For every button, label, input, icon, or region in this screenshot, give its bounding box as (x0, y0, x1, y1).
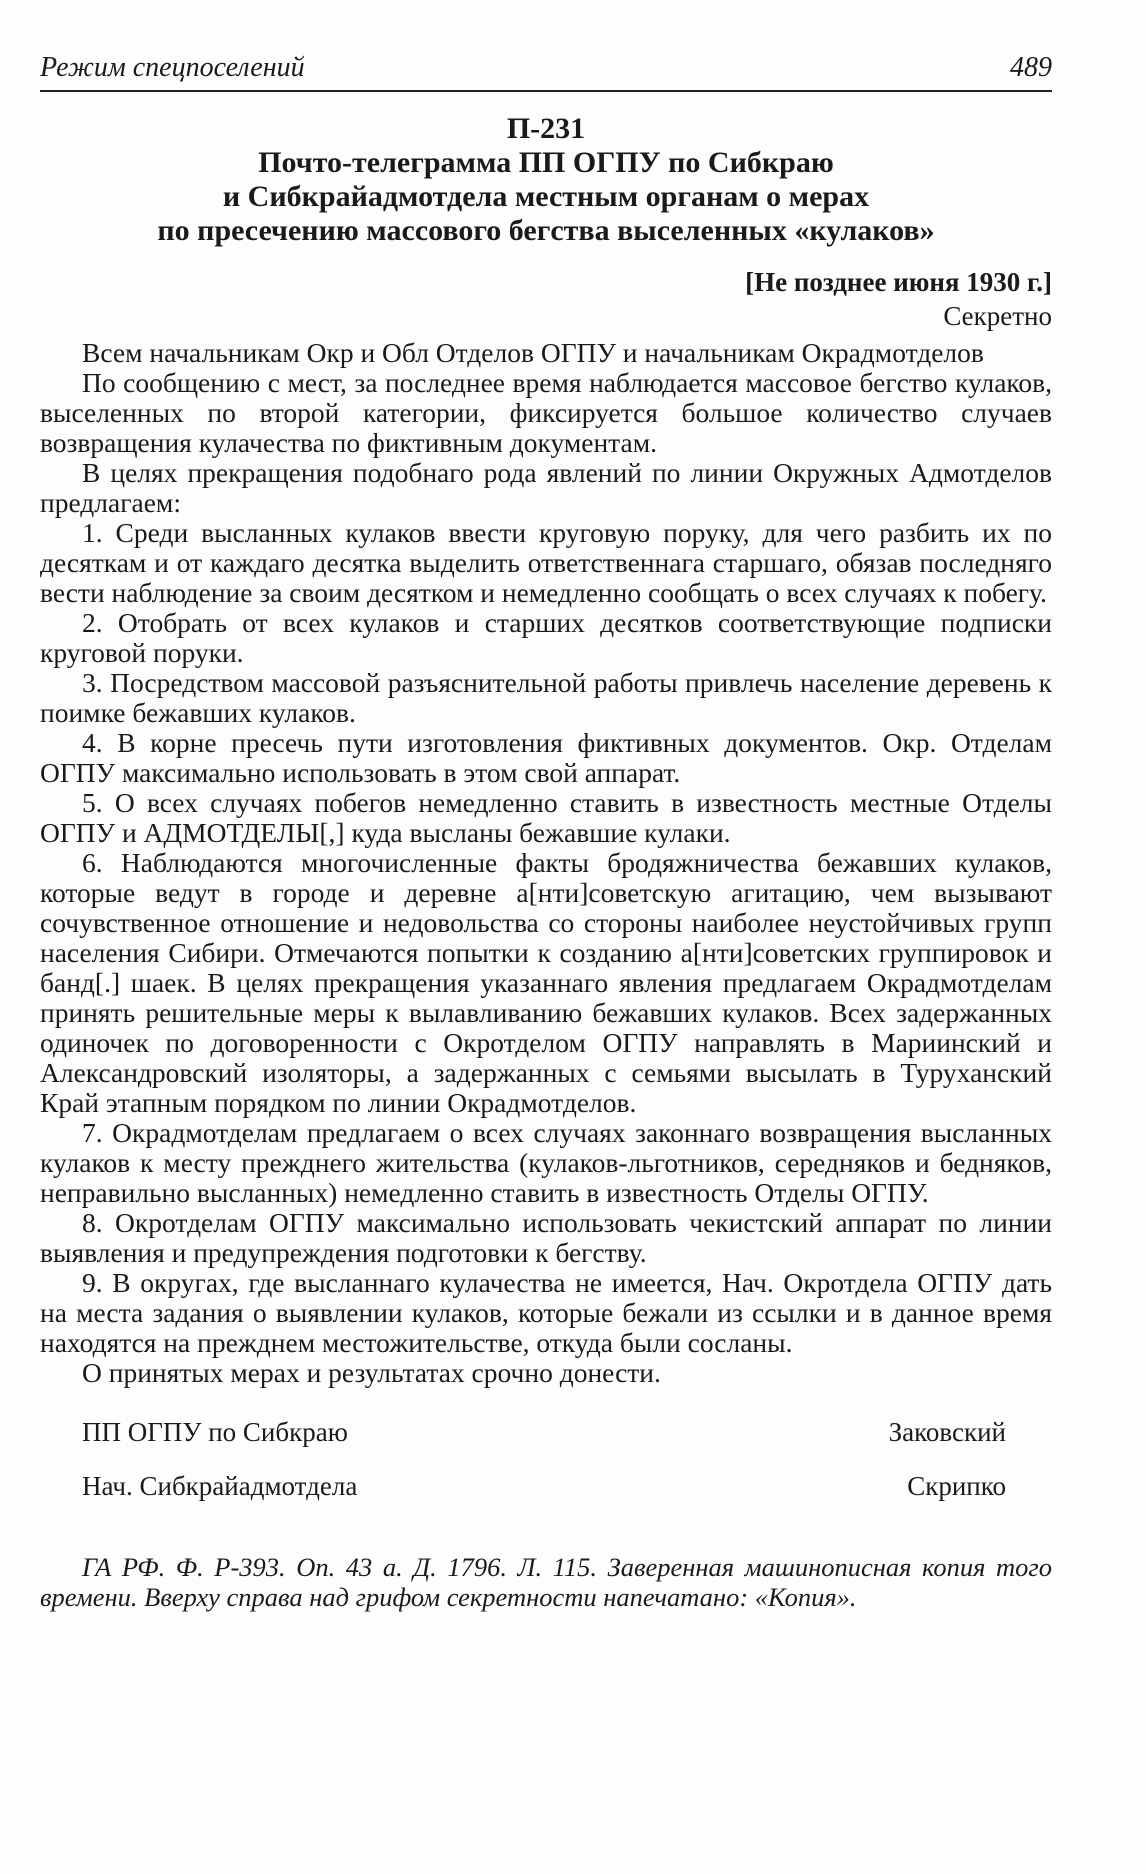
signature-row (40, 1416, 1052, 1448)
signatory-org: ПП ОГПУ по Сибкраю (82, 1417, 348, 1447)
point-4: 4. В корне пресечь пути изготовления фиктивных документов. Окр. Отделам ОГПУ максимально использовать в этом свой аппарат. (40, 727, 1052, 788)
signatory-name: Заковский (888, 1417, 1006, 1447)
point-2: 2. Отобрать от всех кулаков и старших десятков соответствующие подписки круговой поруки. (40, 607, 1052, 668)
signatory-org: Нач. Сибкрайадмотдела (82, 1471, 358, 1501)
point-5: 5. О всех случаях побегов немедленно ставить в известность местные Отделы ОГПУ и АДМОТДЕЛЫ[,] куда высланы бежавшие кулаки. (40, 787, 1052, 848)
document-title-line-2: и Сибкрайадмотдела местным органам о мерах (222, 180, 870, 213)
addressee: Всем начальникам Окр и Обл Отделов ОГПУ и начальникам Окрадмотделов (82, 337, 984, 368)
signatory-name: Скрипко (907, 1471, 1006, 1501)
intro-paragraph-2: В целях прекращения подобнаго рода явлений по линии Окружных Адмотделов предлагаем: (40, 457, 1052, 518)
intro-paragraph-1: По сообщению с мест, за последнее время наблюдается массовое бегство кулаков, выселенных по второй категории, фиксируется большое количество случаев возвращения кулачества по фиктивным документам. (40, 367, 1052, 458)
point-8: 8. Окротделам ОГПУ максимально использовать чекистский аппарат по линии выявления и предупреждения подготовки к бегству. (40, 1207, 1052, 1268)
section-title: Режим спецпоселений (40, 52, 305, 83)
page-number: 489 (1010, 52, 1052, 83)
point-1: 1. Среди высланных кулаков ввести круговую поруку, для чего разбить их по десяткам и от каждаго десятка выделить ответственнага старшаго, обязав последняго вести наблюдение за своим десятком и немедленно сообщать о всех случаях к побегу. (40, 517, 1052, 608)
document-number: П-231 (506, 112, 586, 145)
classification-stamp: Секретно (943, 301, 1052, 331)
document-title-line-3: по пресечению массового бегства выселенных «кулаков» (157, 214, 935, 247)
closing-line: О принятых мерах и результатах срочно донести. (82, 1357, 661, 1388)
signature-row (40, 1470, 1052, 1502)
document-title-line-1: Почто-телеграмма ПП ОГПУ по Сибкраю (258, 146, 834, 179)
running-header (40, 52, 1052, 92)
point-6: 6. Наблюдаются многочисленные факты бродяжничества бежавших кулаков, которые ведут в городе и деревне а[нти]советскую агитацию, чем вызывают сочувственное отношение и недовольства со стороны наиболее неустойчивых групп населения Сибири. Отмечаются попытки к созданию а[нти]советских группировок и банд[.] шаек. В целях прекращения указаннаго явления предлагаем Окрадмотделам принять решительные меры к вылавливанию бежавших кулаков. Всех задержанных одиночек по договоренности с Окротделом ОГПУ направлять в Мариинский и Александровский изоляторы, а задержанных с семьями высылать в Туруханский Край этапным порядком по линии Окрадмотделов. (40, 847, 1052, 1118)
point-7: 7. Окрадмотделам предлагаем о всех случаях законнаго возвращения высланных кулаков к месту прежднего жительства (кулаков-льготников, середняков и бедняков, неправильно высланных) немедленно ставить в известность Отделы ОГПУ. (40, 1117, 1052, 1208)
signature-block (40, 1416, 1052, 1502)
archival-source-note: ГА РФ. Ф. Р-393. Оп. 43 а. Д. 1796. Л. 115. Заверенная машинописная копия того времени. Вверху справа над грифом секретности напечатано: «Копия». (40, 1552, 1052, 1612)
point-3: 3. Посредством массовой разъяснительной работы привлечь население деревень к поимке бежавших кулаков. (40, 667, 1052, 728)
document-body (40, 112, 1052, 1639)
document-date: [Не позднее июня 1930 г.] (745, 267, 1052, 297)
point-9: 9. В округах, где высланнаго кулачества не имеется, Нач. Окротдела ОГПУ дать на места задания о выявлении кулаков, которые бежали из ссылки и в данное время находятся на прежднем местожительстве, откуда были сосланы. (40, 1267, 1052, 1358)
